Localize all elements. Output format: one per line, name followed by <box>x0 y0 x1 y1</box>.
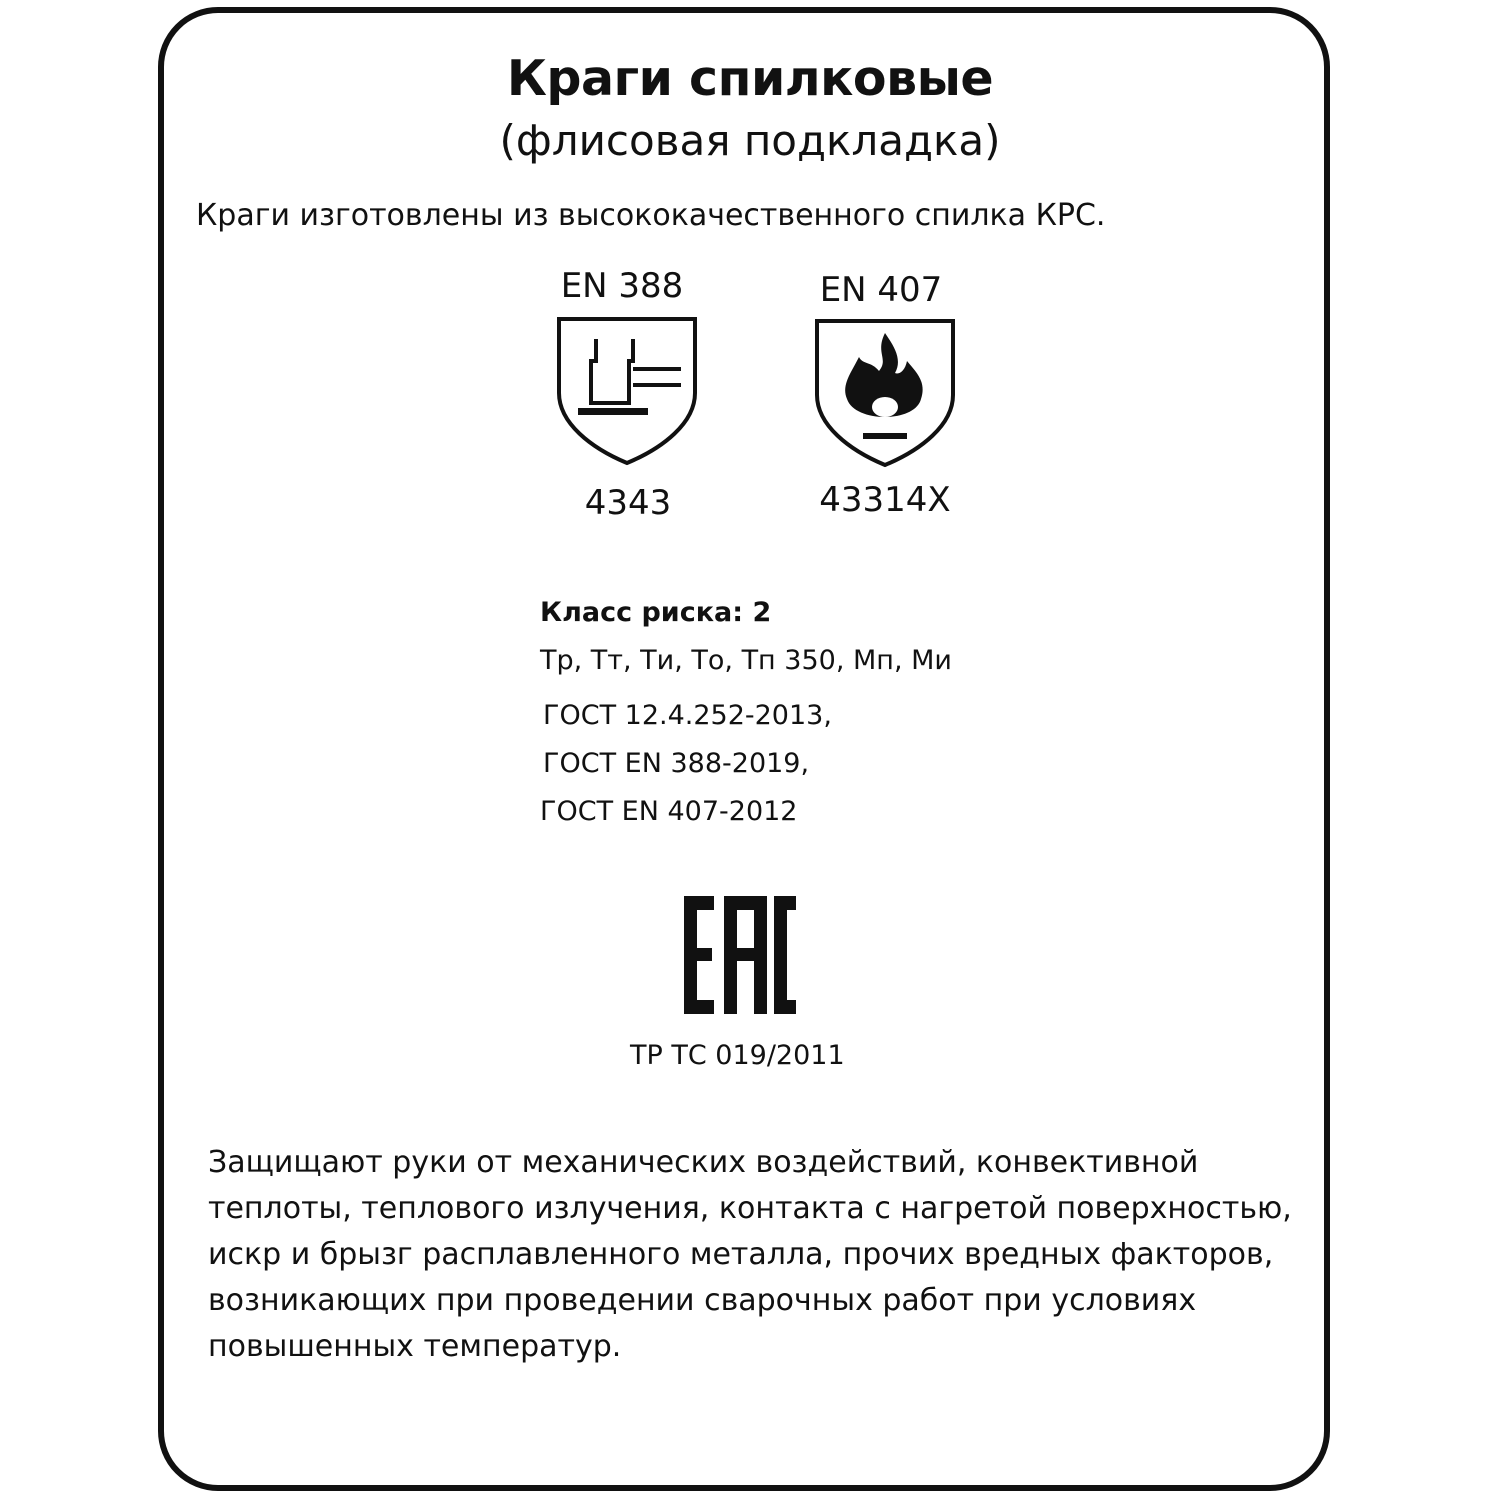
standard-en407-code: 43314X <box>819 480 951 520</box>
risk-codes: Тр, Тт, Ти, То, Тп 350, Мп, Ми <box>540 645 952 676</box>
standard-en388-code: 4343 <box>584 483 672 523</box>
standard-en388-label: EN 388 <box>560 266 684 306</box>
intro-text: Краги изготовлены из высококачественного спилка КРС. <box>196 198 1106 233</box>
eac-logo <box>684 896 796 1014</box>
flame-heat-icon <box>811 315 959 470</box>
page-subtitle: (флисовая подкладка) <box>499 116 1001 165</box>
gost-line-2: ГОСТ EN 388-2019, <box>543 748 810 779</box>
description: Защищают руки от механических воздействий, конвективной теплоты, теплового излучения, контакта с нагретой поверхностью, искр и брызг расплавленного металла, прочих вредных факторов, возникающих при проведении сварочных работ при условиях повышенных температур. <box>208 1145 1292 1364</box>
mechanical-risks-icon <box>553 313 701 468</box>
gost-line-3: ГОСТ EN 407-2012 <box>540 796 798 827</box>
gost-line-1: ГОСТ 12.4.252-2013, <box>543 700 832 731</box>
standard-en407-label: EN 407 <box>819 270 943 310</box>
regulation-text: ТР ТС 019/2011 <box>630 1040 845 1071</box>
risk-class: Класс риска: 2 <box>540 597 772 628</box>
page-title: Краги спилковые <box>506 50 994 107</box>
